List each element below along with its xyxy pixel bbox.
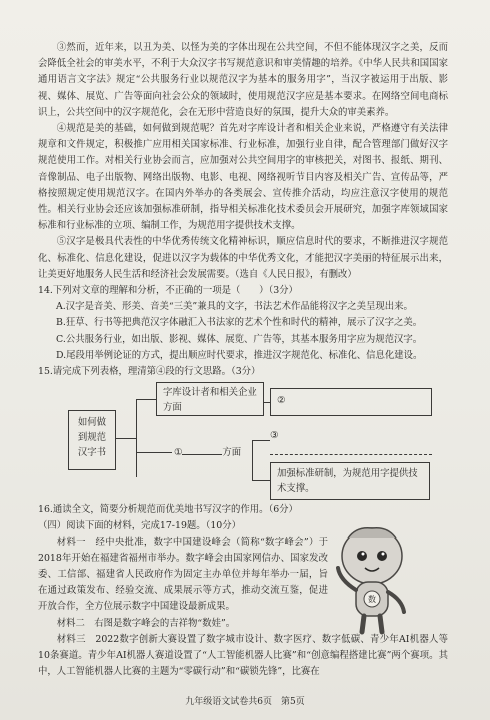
- connector-top: [136, 399, 156, 400]
- q14-option-c: C.公共服务行业，如出版、影视、媒体、展览、广告等，其基本服务用字应为规范汉字。: [56, 333, 423, 345]
- question-14-stem: 14.下列对文章的理解和分析，不正确的一项是（ ）（3分）: [38, 285, 298, 297]
- diagram-root-box: 如何做到规范汉字书: [68, 410, 116, 470]
- blank-suffix: 方面: [222, 447, 242, 459]
- paragraph-4: ④规范是美的基础，如何做到规范呢？首先对字库设计者和相关企业来说，严格遵守有关法律规章和文件规定，积极推广应用相关国家标准、行业标准，加强行业自律，配合管理部门做好汉字规范使用工作。对相关行业协会而言，应加强对公共空间用字的审核把关，对图书、报纸、期刊、音像制品、电子出版物、网络出版物、电影、电视、网络视听节目内容及相关广告、宣传品等，严格按照规定使用规范汉字。在国内外举办的各类展会、宣传推介活动，均应注意汉字使用的规范性。相关行业协会还应该加强标准研制，指导相关标准化技术委员会开展研究，加强字库领域国家标准和行业标准的立项、编制工作，为规范用字提供技术支撑。: [38, 123, 448, 232]
- q14-option-b: B.狂草、行书等把典范汉字体融汇入书法家的艺术个性和时代的精神，展示了汉字之美。: [56, 317, 423, 329]
- page-footer: 九年级语文试卷共6页 第5页: [185, 697, 305, 707]
- answer-box-2[interactable]: [270, 388, 432, 416]
- connector-blank-b3: [252, 440, 270, 441]
- q14-option-d: D.尾段用举例论证的方式，提出顺应时代要求，推进汉字规范化、标准化、信息化建设。: [56, 349, 423, 361]
- support-box: 加强标准研制，为规范用字提供技术支撑。: [270, 462, 430, 500]
- blank-row-1: [174, 444, 241, 461]
- material-3: 材料三 2022数字创新大赛设置了数字城市设计、数字医疗、数字低碳、青少年AI机器人等10条赛道。青少年AI机器人赛道设置了“人工智能机器人比赛”和“创意编程搭建比赛”两个赛项。其中，人工智能机器人比赛的主题为“零碳行动”和“碳锁先锋”，比赛在: [38, 633, 448, 678]
- answer-blank-1[interactable]: [182, 444, 222, 455]
- connector-root: [116, 438, 136, 439]
- paragraph-3: ③然而，近年来，以丑为美、以怪为美的字体出现在公共空间，不但不能体现汉字之美，反而会降低全社会的审美水平，不利于大众汉字书写规范意识和审美情趣的培养。《中华人民共和国国家通用语言文字法》规定“公共服务行业以规范汉字为基本的服务用字”，当汉字被运用于出版、影视、媒体、展览、广告等面向社会公众的领域时，使用规范汉字应是基本要求。在网络空间电商标识上，公共空间中的汉字规范化，会在无形中营造良好的氛围，提升大众的审美素养。: [38, 42, 448, 118]
- connector-bottom: [136, 452, 172, 453]
- q15-structure-diagram: [38, 382, 448, 500]
- mascot-shuwa-image: [326, 520, 418, 640]
- paragraph-5: ⑤汉字是极具代表性的中华优秀传统文化精神标识，顺应信息时代的要求，不断推进汉字规范化、标准化、信息化建设，促进以汉字为载体的中华优秀文化，才能把汉字美丽的特征展示出来，让美更好地服务人民生活和经济社会发展需要。（选自《人民日报》，有删改）: [38, 236, 448, 280]
- circle-3-label: ③: [270, 430, 279, 442]
- q14-option-a: A.汉字是音美、形美、音美“三美”兼具的文字，书法艺术作品能将汉字之美呈现出来。: [56, 301, 413, 313]
- answer-box-3[interactable]: [270, 428, 432, 455]
- question-16-stem: 16.通读全文，简要分析规范而优美地书写汉字的作用。（6分）: [38, 504, 298, 516]
- connector-vertical: [136, 399, 137, 477]
- material-1: 材料一 经中央批准，数字中国建设峰会（简称“数字峰会”）于2018年开始在福建省福州市举办。数字峰会由国家网信办、国家发改委、工信部、福建省人民政府作为固定主办单位并每年举办一届，旨在通过政策发布、经验交流、成果展示等方式，推动交流互鉴，促进开放合作，全方位展示数字中国建设最新成果。: [38, 536, 328, 613]
- connector-to-b4: [252, 480, 270, 481]
- section-4-heading: （四）阅读下面的材料，完成17-19题。（10分）: [38, 520, 242, 532]
- mascot-badge: 数: [368, 595, 376, 604]
- branch-font-designers-box: 字库设计者和相关企业方面: [156, 382, 264, 416]
- material-2: 材料二 右图是数字峰会的吉祥物“数娃”。: [56, 617, 236, 629]
- question-15-stem: 15.请完成下列表格，理清第④段的行文思路。（3分）: [38, 366, 261, 378]
- circle-1-label: ①: [174, 447, 183, 459]
- circle-2-label: ②: [277, 395, 286, 407]
- connector-blank-b4: [252, 440, 253, 480]
